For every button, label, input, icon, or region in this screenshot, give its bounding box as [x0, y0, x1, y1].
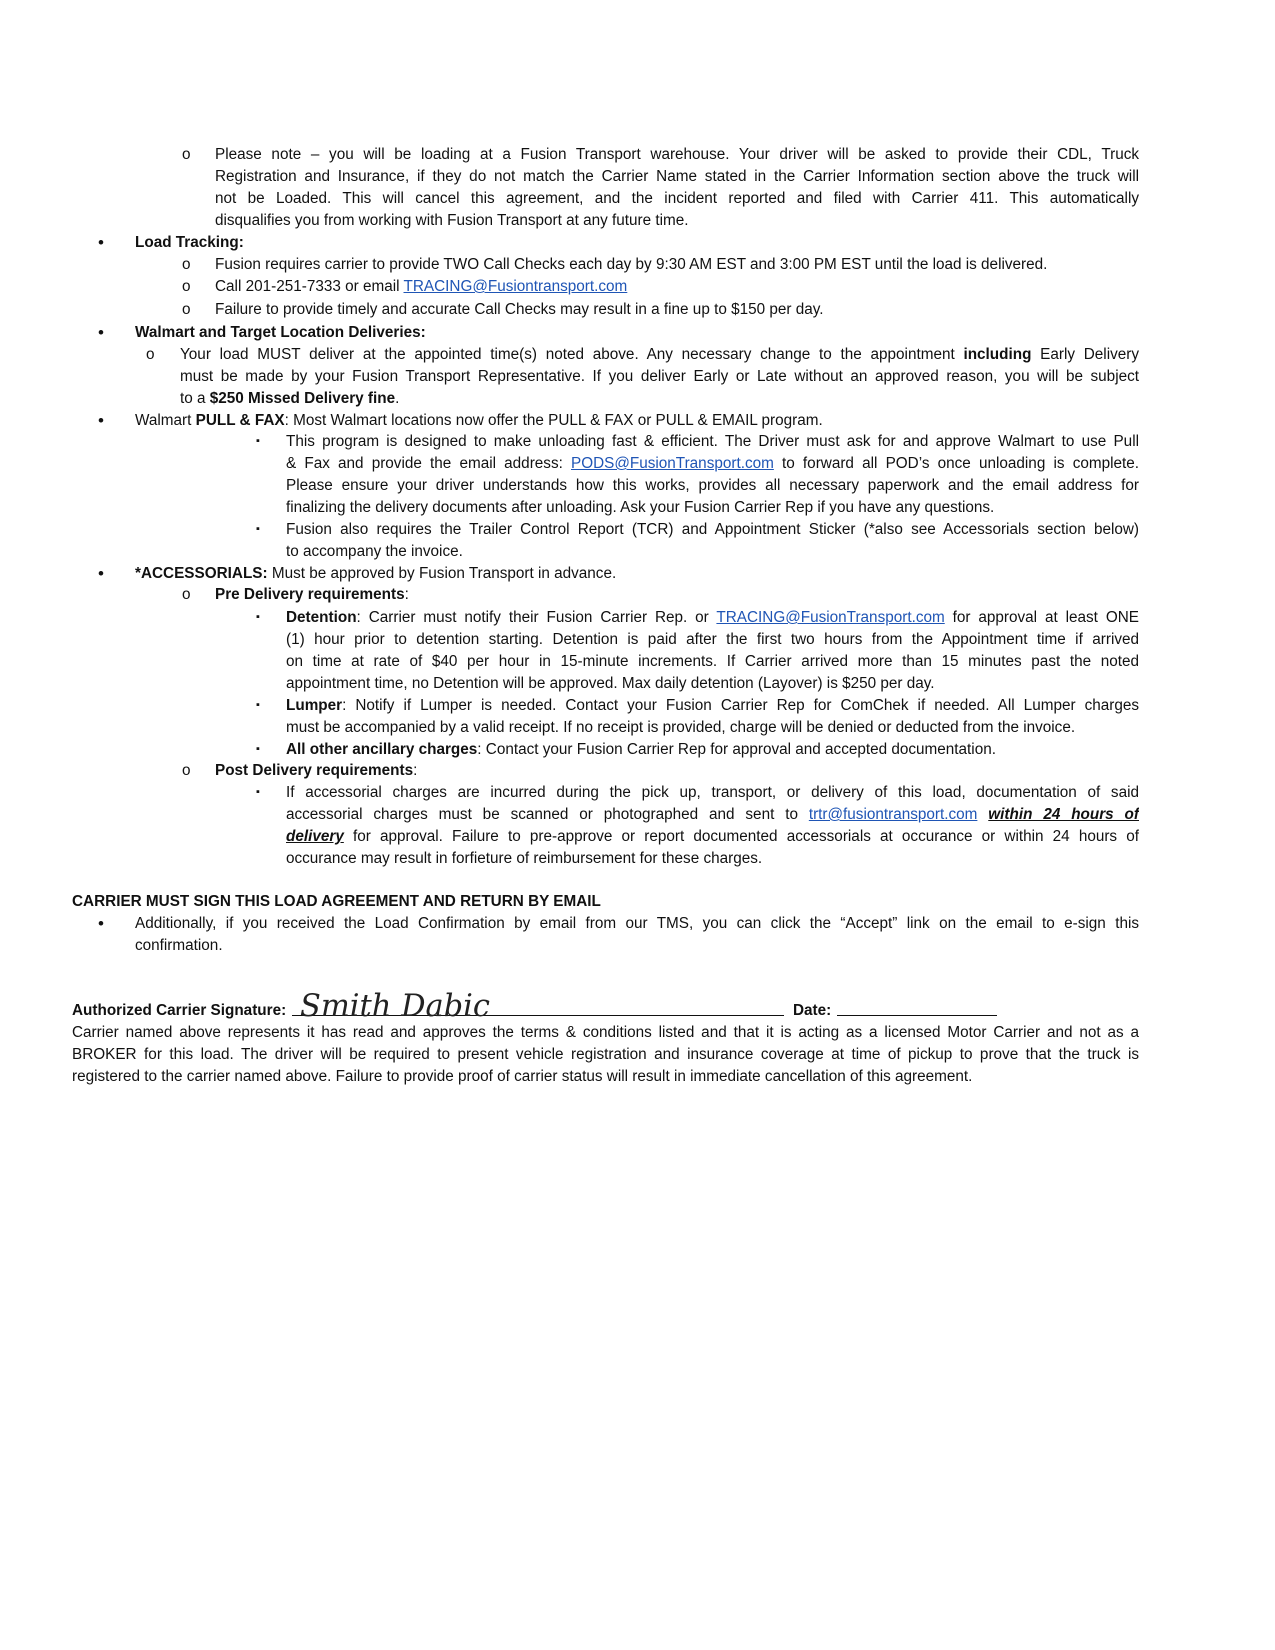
post-delivery-text: [215, 759, 417, 782]
walmart-target-line-1: [0, 343, 1275, 366]
text-run: :: [413, 762, 418, 779]
lumper-text: [286, 694, 1139, 717]
square-marker: ▪: [256, 699, 260, 711]
text-run: to a: [180, 390, 210, 407]
accept-line-2: [0, 934, 1275, 957]
circle-marker: o: [182, 278, 191, 295]
pull-fax-text: Please ensure your driver understands how this works, provides all necessary paperwork and the email address for: [286, 477, 1139, 494]
accessorials-heading: *ACCESSORIALS:: [135, 565, 268, 582]
detention-line-3: [0, 650, 1275, 673]
text-run: & Fax and provide the email address:: [286, 455, 572, 472]
call-text: Call 201-251-7333 or email: [215, 278, 404, 295]
accessorials-heading-line: [0, 562, 1275, 585]
text-run: : Most Walmart locations now offer the PULL & FAX or PULL & EMAIL program.: [284, 412, 823, 429]
square-marker: ▪: [256, 786, 260, 798]
detention-line-1: [0, 606, 1275, 629]
note-text: disqualifies you from working with Fusion Transport at any future time.: [215, 212, 689, 229]
date-field[interactable]: [837, 1015, 997, 1016]
square-marker: ▪: [256, 611, 260, 623]
footer-text: BROKER for this load. The driver will be required to present vehicle registration and insurance coverage at time of pickup to prove that the truck is: [72, 1046, 1139, 1063]
signature-row: [0, 999, 1275, 1022]
footer-text: registered to the carrier named above. Failure to provide proof of carrier status will result in immediate cancellation of this agreement.: [72, 1068, 973, 1085]
square-marker: ▪: [256, 435, 260, 447]
including-bold: including: [963, 346, 1032, 363]
svg-text:Smith Dabic: Smith Dabic: [300, 988, 490, 1022]
text-run: Must be approved by Fusion Transport in advance.: [267, 565, 617, 582]
accept-text: confirmation.: [135, 937, 223, 954]
note-line-2: [0, 165, 1275, 188]
post-delivery-heading: Post Delivery requirements: [215, 762, 414, 779]
post-delivery-line-2: [0, 803, 1275, 826]
post-delivery-heading-line: [0, 759, 1275, 782]
ancillary-text: [286, 738, 996, 761]
accessorials-text: [135, 562, 616, 585]
circle-marker: o: [182, 256, 191, 273]
text-run: : Contact your Fusion Carrier Rep for approval and accepted documentation.: [477, 741, 996, 758]
detention-text: on time at rate of $40 per hour in 15-minute increments. If Carrier arrived more than 15 minutes past the noted: [286, 653, 1139, 670]
walmart-target-text: must be made by your Fusion Transport Representative. If you deliver Early or Late without an approved reason, you will be subject: [180, 368, 1139, 385]
lumper-label: Lumper: [286, 697, 343, 714]
walmart-target-text: [180, 343, 1139, 366]
list-item-text: [215, 275, 627, 298]
bullet-marker: •: [98, 323, 104, 342]
pull-fax-text: [135, 409, 823, 432]
text-run: : Notify if Lumper is needed. Contact your Fusion Carrier Rep for ComChek if needed. All Lumper charges: [342, 697, 1139, 714]
bullet-marker: •: [98, 564, 104, 583]
walmart-target-line-2: [0, 365, 1275, 388]
pull-fax-p1-line-3: [0, 474, 1275, 497]
tracing-email-link-2[interactable]: TRACING@FusionTransport.com: [716, 609, 945, 626]
square-marker: ▪: [256, 743, 260, 755]
bullet-marker: •: [98, 411, 104, 430]
text-run: to forward all POD’s once unloading is complete.: [773, 455, 1139, 472]
text-run: for approval. Failure to pre-approve or report documented accessorials at occurance or within 24 hours of: [343, 828, 1139, 845]
sign-heading-line: [0, 890, 1275, 913]
text-run: Walmart: [135, 412, 196, 429]
sign-heading: CARRIER MUST SIGN THIS LOAD AGREEMENT AND RETURN BY EMAIL: [72, 893, 601, 910]
pull-fax-text: This program is designed to make unloading fast & efficient. The Driver must ask for and approve Walmart to use Pull: [286, 433, 1139, 450]
load-tracking-heading-line: [0, 231, 1275, 254]
list-item-text: Fusion requires carrier to provide TWO Call Checks each day by 9:30 AM EST and 3:00 PM EST until the load is delivered.: [215, 256, 1048, 273]
walmart-target-text: [180, 387, 399, 410]
pre-delivery-heading-line: [0, 583, 1275, 606]
post-delivery-text: [286, 803, 1139, 826]
pull-fax-p1-line-1: [0, 430, 1275, 453]
ancillary-label: All other ancillary charges: [286, 741, 478, 758]
post-delivery-text: [286, 825, 1139, 848]
bullet-marker: •: [98, 233, 104, 252]
text-run: for approval at least ONE: [944, 609, 1139, 626]
circle-marker: o: [182, 586, 191, 603]
bullet-marker: •: [98, 914, 104, 933]
detention-text: [286, 606, 1139, 629]
note-text: Please note – you will be loading at a Fusion Transport warehouse. Your driver will be asked to provide their CDL, Truck: [215, 146, 1139, 163]
delivery-emphasis: delivery: [286, 828, 344, 845]
pull-fax-text: to accompany the invoice.: [286, 543, 463, 560]
load-tracking-item-1: [0, 253, 1275, 276]
post-delivery-line-1: [0, 781, 1275, 804]
post-delivery-text: If accessorial charges are incurred during the pick up, transport, or delivery of this load, documentation of said: [286, 784, 1139, 801]
handwritten-signature: [296, 986, 496, 1022]
load-tracking-heading: Load Tracking:: [135, 234, 244, 251]
detention-text: appointment time, no Detention will be approved. Max daily detention (Layover) is $250 per day.: [286, 675, 935, 692]
text-run: :: [404, 586, 409, 603]
footer-line-3: [0, 1065, 1275, 1088]
lumper-line-2: [0, 716, 1275, 739]
note-text: not be Loaded. This will cancel this agreement, and the incident reported and filed with Carrier 411. This automatically: [215, 190, 1139, 207]
walmart-target-line-3: [0, 387, 1275, 410]
missed-delivery-fine: $250 Missed Delivery fine: [209, 390, 396, 407]
detention-label: Detention: [286, 609, 357, 626]
post-delivery-text: occurance may result in forfieture of reimbursement for these charges.: [286, 850, 763, 867]
within-24-hours: within 24 hours of: [988, 806, 1139, 823]
pull-fax-p2-line-2: [0, 540, 1275, 563]
circle-marker: o: [182, 762, 191, 779]
trtr-email-link[interactable]: trtr@fusiontransport.com: [808, 806, 978, 823]
pods-email-link[interactable]: PODS@FusionTransport.com: [571, 455, 774, 472]
pull-fax-p2-line-1: [0, 518, 1275, 541]
detention-line-2: [0, 628, 1275, 651]
text-run: accessorial charges must be scanned or photographed and sent to: [286, 806, 809, 823]
walmart-target-heading-line: [0, 321, 1275, 344]
circle-marker: o: [182, 146, 191, 163]
list-item-text: Failure to provide timely and accurate Call Checks may result in a fine up to $150 per day.: [215, 301, 824, 318]
detention-text: (1) hour prior to detention starting. Detention is paid after the first two hours from the Appointment time if arrived: [286, 631, 1139, 648]
post-delivery-line-4: [0, 847, 1275, 870]
tracing-email-link[interactable]: TRACING@Fusiontransport.com: [403, 278, 628, 295]
text-run: .: [395, 390, 400, 407]
walmart-target-heading: Walmart and Target Location Deliveries:: [135, 324, 426, 341]
accept-text: Additionally, if you received the Load Confirmation by email from our TMS, you can click the “Accept” link on the email to e-sign this: [135, 915, 1139, 932]
pre-delivery-heading: Pre Delivery requirements: [215, 586, 405, 603]
signature-label: Authorized Carrier Signature:: [72, 1002, 287, 1019]
date-label: Date:: [793, 1002, 832, 1019]
note-text: Registration and Insurance, if they do not match the Carrier Name stated in the Carrier Information section above the truck will: [215, 168, 1139, 185]
pre-delivery-text: [215, 583, 409, 606]
square-marker: ▪: [256, 523, 260, 535]
text-run: Your load MUST deliver at the appointed time(s) noted above. Any necessary change to the appointment: [180, 346, 955, 363]
pull-fax-text: finalizing the delivery documents after unloading. Ask your Fusion Carrier Rep if you have any questions.: [286, 499, 995, 516]
ancillary-line: [0, 738, 1275, 761]
footer-text: Carrier named above represents it has read and approves the terms & conditions listed and that it is acting as a licensed Motor Carrier and not as a: [72, 1024, 1139, 1041]
lumper-line-1: [0, 694, 1275, 717]
circle-marker: o: [146, 346, 155, 363]
pull-fax-p1-line-2: [0, 452, 1275, 475]
note-line-3: [0, 187, 1275, 210]
pull-fax-p1-line-4: [0, 496, 1275, 519]
detention-line-4: [0, 672, 1275, 695]
load-tracking-item-2: [0, 275, 1275, 298]
pull-fax-line: [0, 409, 1275, 432]
pull-fax-bold: PULL & FAX: [195, 412, 285, 429]
note-line-4: [0, 209, 1275, 232]
pull-fax-text: Fusion also requires the Trailer Control Report (TCR) and Appointment Sticker (*also see Accessorials section below): [286, 521, 1139, 538]
post-delivery-line-3: [0, 825, 1275, 848]
pull-fax-text: [286, 452, 1139, 475]
text-run: Early Delivery: [1040, 346, 1139, 363]
note-line-1: [0, 143, 1275, 166]
accept-line-1: [0, 912, 1275, 935]
footer-line-1: [0, 1021, 1275, 1044]
load-tracking-item-3: [0, 298, 1275, 321]
footer-line-2: [0, 1043, 1275, 1066]
circle-marker: o: [182, 301, 191, 318]
text-run: : Carrier must notify their Fusion Carrier Rep. or: [356, 609, 717, 626]
lumper-text: must be accompanied by a valid receipt. If no receipt is provided, charge will be denied or deducted from the invoice.: [286, 719, 1076, 736]
